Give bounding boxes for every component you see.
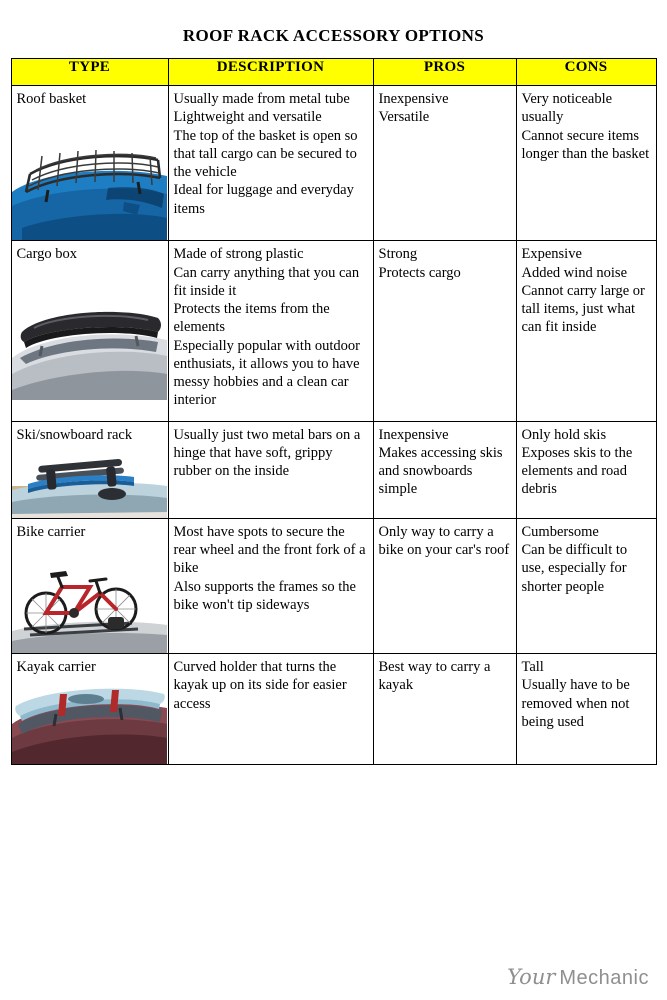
pros-list [374,241,516,287]
cons-line: Very noticeable usually [521,91,613,126]
type-label: Cargo box [16,246,78,263]
cell-type [11,241,168,421]
description-list [169,519,373,619]
roof-basket-photo [12,110,167,240]
cell-pros [373,421,516,518]
cons-line: Only hold skis [521,426,607,443]
bike-carrier-photo [12,543,167,653]
page-title: ROOF RACK ACCESSORY OPTIONS [182,26,485,45]
cell-description [168,421,373,518]
table-row [11,241,656,421]
cell-type [11,654,168,765]
cell-cons [516,421,656,518]
description-line: Made of strong plastic [173,246,304,263]
pros-line: Makes accessing skis and snowboards simple [378,444,503,498]
cons-line: Usually have to be removed when not being used [521,677,630,730]
pros-list [374,654,516,700]
pros-line: Inexpensive [378,91,449,107]
table-header-row [11,59,656,86]
column-header-description: DESCRIPTION [168,59,373,86]
watermark-your: Your [507,965,556,989]
pros-list [374,86,516,132]
description-line: Most have spots to secure the rear wheel and the front fork of a bike [173,523,366,577]
ski-snowboard-rack-photo [12,446,167,518]
pros-line: Strong [378,246,418,263]
cell-cons [516,654,656,765]
table-row [11,421,656,518]
column-header-pros: PROS [373,59,516,86]
cargo-box-photo [12,266,167,421]
cell-cons [516,241,656,421]
description-list [169,86,373,223]
cell-pros [373,241,516,421]
cell-description [168,518,373,653]
description-list [169,241,373,414]
description-line: Also supports the frames so the bike won't tip sideways [173,578,356,613]
description-line: Usually just two metal bars on a hinge that have soft, grippy rubber on the inside [173,426,361,480]
type-label: Ski/snowboard rack [16,426,133,443]
cell-pros [373,518,516,653]
table-row [11,86,656,241]
cell-description [168,241,373,421]
description-line: Can carry anything that you can fit inside it [173,264,360,299]
pros-line: Best way to carry a kayak [378,659,491,694]
cell-cons [516,86,656,241]
description-line: The top of the basket is open so that tall cargo can be secured to the vehicle [173,127,358,181]
cell-pros [373,86,516,241]
type-label: Roof basket [16,91,87,107]
watermark [507,967,649,990]
type-label: Kayak carrier [16,659,96,676]
cell-pros [373,654,516,765]
cell-description [168,654,373,765]
pros-line: Versatile [378,109,430,126]
description-list [169,422,373,486]
pros-line: Protects cargo [378,264,461,281]
cell-type [11,86,168,241]
column-header-type: TYPE [11,59,168,86]
description-line: Curved holder that turns the kayak up on its side for easier access [173,659,347,712]
cell-cons [516,518,656,653]
cons-list [517,86,656,168]
cons-line: Cannot carry large or tall items, just what can fit inside [521,282,645,336]
cons-list [517,422,656,504]
cons-line: Can be difficult to use, especially for shorter people [521,542,628,595]
cons-line: Cumbersome [521,523,599,540]
description-line: Lightweight and versatile [173,109,322,126]
cell-type [11,421,168,518]
cons-list [517,241,656,341]
description-list [169,654,373,718]
column-header-cons: CONS [516,59,656,86]
cell-type [11,518,168,653]
description-line: Ideal for luggage and everyday items [173,182,354,217]
cons-list [517,654,656,736]
type-label: Bike carrier [16,523,86,540]
roof-rack-accessory-table [11,58,657,765]
table-row [11,654,656,765]
cons-line: Added wind noise [521,264,628,281]
cons-line: Tall [521,659,544,676]
cons-line: Cannot secure items longer than the basket [521,127,650,162]
cons-line: Expensive [521,246,582,263]
description-line: Especially popular with outdoor enthusiats, it allows you to have messy hobbies and a clean car interior [173,337,360,409]
description-line: Protects the items from the elements [173,301,330,336]
description-line: Usually made from metal tube [173,91,350,107]
table-row [11,518,656,653]
kayak-carrier-photo [12,678,167,764]
cons-list [517,519,656,601]
cell-description [168,86,373,241]
pros-line: Only way to carry a bike on your car's roof [378,523,510,559]
pros-list [374,519,516,565]
pros-list [374,422,516,504]
pros-line: Inexpensive [378,426,449,443]
watermark-mechanic: Mechanic [559,967,649,989]
cons-line: Exposes skis to the elements and road debris [521,444,633,498]
